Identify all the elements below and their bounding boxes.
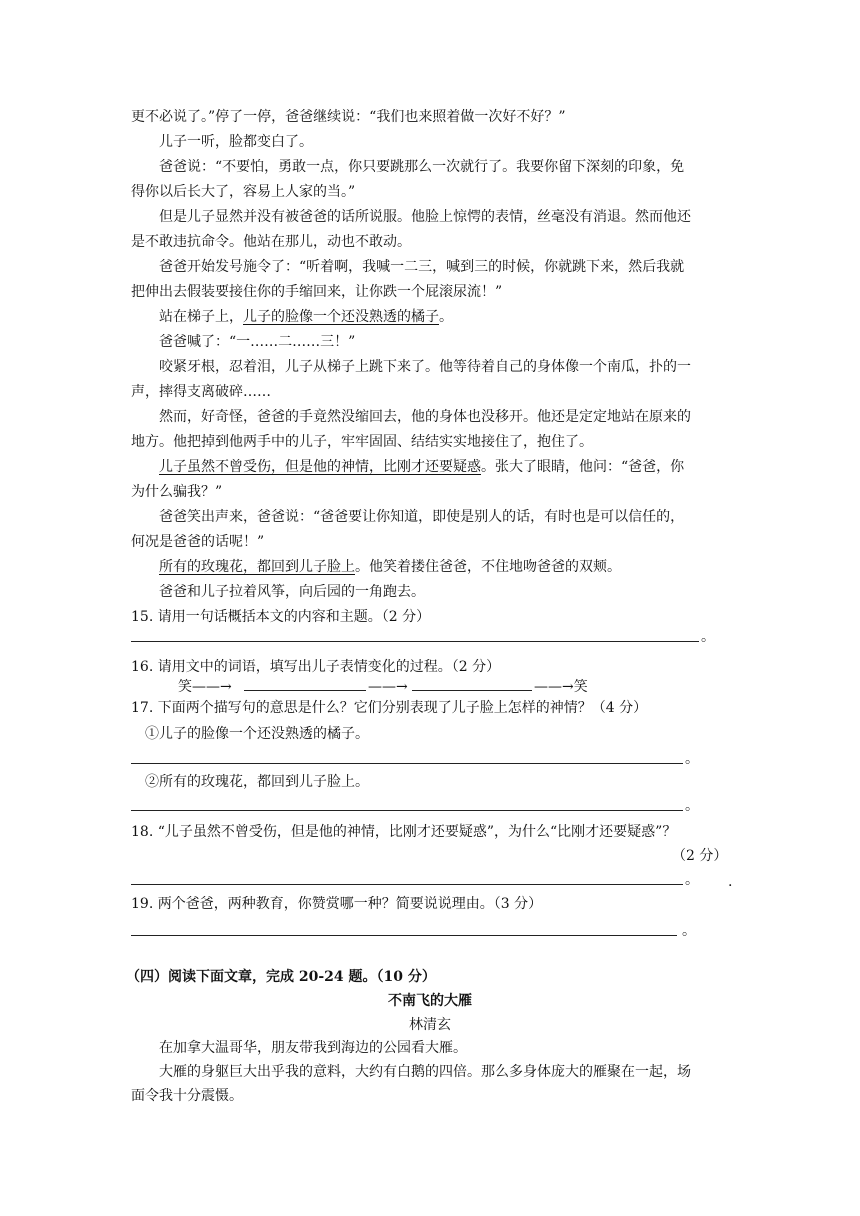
period-mark: 。 [682, 923, 696, 939]
story-text: 。张大了眼睛，他问：“爸爸，你 [481, 459, 685, 475]
article-title: 不南飞的大雁 [388, 993, 472, 1009]
story-line: 爸爸喊了：“一……二……三！” [159, 334, 356, 350]
underlined-sentence: 儿子虽然不曾受伤，但是他的神情，比刚才还要疑惑 [159, 459, 481, 475]
article-line: 大雁的身躯巨大出乎我的意料，大约有白鹅的四倍。那么多身体庞大的雁聚在一起，场 [159, 1064, 691, 1080]
underlined-sentence: 儿子的脸像一个还没熟透的橘子 [243, 309, 439, 325]
story-line: 声，摔得支离破碎…… [131, 384, 271, 400]
story-text: 。 [439, 309, 453, 325]
underlined-sentence: 所有的玫瑰花，都回到儿子脸上 [159, 559, 355, 575]
q17-item-2: ②所有的玫瑰花，都回到儿子脸上。 [145, 774, 369, 790]
section-heading: （四）阅读下面文章，完成 20-24 题。（10 分） [126, 969, 436, 985]
period-mark: 。 [685, 872, 699, 888]
story-line [159, 556, 621, 578]
story-line: 但是儿子显然并没有被爸爸的话所说服。他脸上惊愕的表情，丝毫没有消退。然而他还 [159, 209, 691, 225]
question-18: 18. “儿子虽然不曾受伤，但是他的神情，比刚才还要疑惑”，为什么“比刚才还要疑惑”？ [131, 824, 677, 840]
story-text: 。他笑着搂住爸爸，不住地吻爸爸的双颊。 [355, 559, 621, 575]
story-line: 儿子一听，脸都变白了。 [159, 134, 313, 150]
q16-end: ——→笑 [534, 679, 588, 695]
answer-line[interactable] [131, 935, 677, 936]
question-17: 17. 下面两个描写句的意思是什么？它们分别表现了儿子脸上怎样的神情？（4 分） [131, 700, 648, 716]
story-line: 为什么骗我？” [131, 484, 223, 500]
period-mark: 。 [701, 629, 715, 645]
story-line: 爸爸笑出声来，爸爸说：“爸爸要让你知道，即使是别人的话，有时也是可以信任的， [159, 509, 685, 525]
article-line: 面令我十分震慑。 [131, 1088, 243, 1104]
answer-blank[interactable] [412, 690, 532, 691]
period-mark: 。 [685, 798, 699, 814]
story-line: 是不敢违抗命令。他站在那儿，动也不敢动。 [131, 234, 411, 250]
story-line [159, 456, 684, 478]
story-line: 然而，好奇怪，爸爸的手竟然没缩回去，他的身体也没移开。他还是定定地站在原来的 [159, 409, 691, 425]
story-line [159, 306, 453, 328]
story-line: 爸爸和儿子拉着风筝，向后园的一角跑去。 [159, 584, 425, 600]
story-line: 咬紧牙根，忍着泪，儿子从梯子上跳下来了。他等待着自己的身体像一个南瓜，扑的一 [159, 359, 691, 375]
q18-score: （2 分） [672, 848, 728, 864]
answer-blank[interactable] [244, 690, 366, 691]
q17-item-1: ①儿子的脸像一个还没熟透的橘子。 [145, 726, 369, 742]
question-19: 19. 两个爸爸，两种教育，你赞赏哪一种？简要说说理由。（3 分） [131, 896, 543, 912]
period-mark: 。 [685, 751, 699, 767]
story-line: 得你以后长大了，容易上人家的当。” [131, 184, 356, 200]
story-line: 把伸出去假装要接住你的手缩回来，让你跌一个屁滚尿流！” [131, 284, 503, 300]
answer-line[interactable] [131, 763, 683, 764]
stray-dot: . [728, 874, 733, 890]
question-15: 15. 请用一句话概括本文的内容和主题。（2 分） [131, 609, 431, 625]
q16-start: 笑——→ [178, 679, 232, 695]
story-line: 何况是爸爸的话呢！” [131, 534, 265, 550]
story-line: 更不必说了。”停了一停，爸爸继续说：“我们也来照着做一次好不好？” [131, 109, 566, 125]
question-16: 16. 请用文中的词语，填写出儿子表情变化的过程。（2 分） [131, 659, 501, 675]
article-line: 在加拿大温哥华，朋友带我到海边的公园看大雁。 [159, 1040, 467, 1056]
answer-line[interactable] [131, 884, 683, 885]
article-author: 林清玄 [409, 1017, 451, 1033]
q16-mid: ——→ [368, 679, 408, 695]
story-line: 爸爸开始发号施令了：“听着啊，我喊一二三，喊到三的时候，你就跳下来，然后我就 [159, 259, 685, 275]
story-text: 站在梯子上， [159, 309, 243, 325]
story-line: 爸爸说：“不要怕，勇敢一点，你只要跳那么一次就行了。我要你留下深刻的印象，免 [159, 159, 685, 175]
answer-line[interactable] [131, 641, 699, 642]
answer-line[interactable] [131, 810, 683, 811]
story-line: 地方。他把掉到他两手中的儿子，牢牢固固、结结实实地接住了，抱住了。 [131, 434, 593, 450]
